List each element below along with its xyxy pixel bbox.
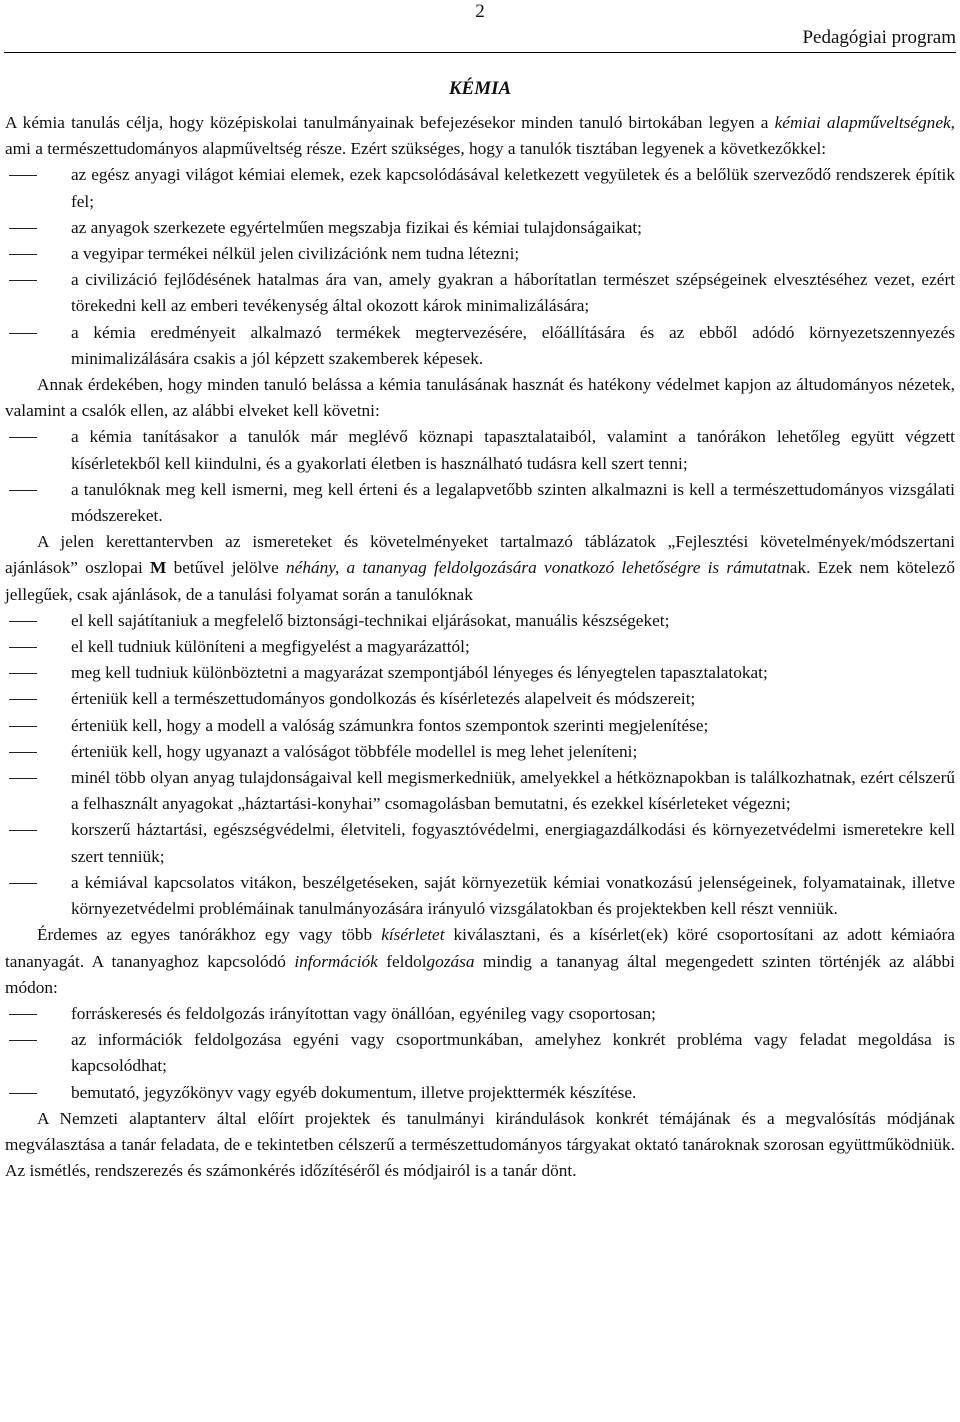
experiment-emphasis: kísérletet [381, 925, 445, 945]
goals-list [5, 162, 955, 372]
list-item-text: a kémia eredményeit alkalmazó termékek megtervezésére, előállítására és az ebből adódó környezetszennyezés minimalizálására csakis a jól képzett szakemberek képesek. [71, 322, 955, 368]
page-number: 2 [475, 1, 485, 22]
list-item-text: el kell tudniuk különíteni a megfigyelést a magyarázattól; [71, 637, 470, 657]
information-emphasis: információk [294, 951, 378, 971]
dash-bullet-icon [9, 830, 37, 831]
list-item-text: bemutató, jegyzőkönyv vagy egyéb dokumentum, illetve projekttermék készítése. [71, 1082, 637, 1102]
list-item-text: forráskeresés és feldolgozás irányítottan vagy önállóan, egyénileg vagy csoportosan; [71, 1003, 656, 1023]
list-item-text: az egész anyagi világot kémiai elemek, ezek kapcsolódásával keletkezett vegyületek és a belőlük szerveződő rendszerek építik fel; [71, 165, 955, 211]
list-item [5, 686, 955, 712]
dash-bullet-icon [9, 621, 37, 622]
framework-emphasis: néhány, a tananyag feldolgozására vonatkozó lehetőségre is rámutatn [286, 558, 790, 578]
list-item-text: a civilizáció fejlődésének hatalmas ára van, amely gyakran a háborítatlan természet szépségeinek elvesztéséhez vezet, ezért törekedni kell az emberi tevékenység által okozott károk minimalizálására; [71, 270, 955, 316]
dash-bullet-icon [9, 752, 37, 753]
list-item [5, 660, 955, 686]
list-item [5, 477, 955, 529]
list-item-text: a kémia tanításakor a tanulók már meglévő köznapi tapasztalataiból, valamint a tanórákon lehetőleg együtt végzett kísérletekből kell kiindulni, és a gyakorlati életben is használható tudásra kell szert tenni; [71, 427, 955, 473]
dash-bullet-icon [9, 333, 37, 334]
section-title: KÉMIA [448, 78, 512, 99]
intro-emphasis: kémiai alapműveltségnek [774, 113, 951, 132]
framework-paragraph [5, 529, 955, 608]
list-item-text: el kell sajátítaniuk a megfelelő biztonsági-technikai eljárásokat, manuális készségeket; [71, 610, 670, 630]
list-item [5, 1027, 955, 1079]
header-rule [4, 52, 956, 53]
list-item-text: érteniük kell, hogy a modell a valóság számunkra fontos szempontok szerinti megjelenítése; [71, 715, 709, 735]
list-item-text: a tanulóknak meg kell ismerni, meg kell érteni és a legalapvetőbb szinten alkalmazni is kell a természettudományos vizsgálati módszereket. [71, 479, 955, 526]
list-item [5, 1080, 955, 1106]
experiment-text-2: kiválasztani, és a kísérlet(ek) köré csoportosítani az adott kémiaóra tananyagát. A tananyaghoz kapcsolódó [5, 925, 955, 971]
dash-bullet-icon [9, 175, 37, 176]
list-item [5, 765, 955, 817]
experiment-text-4: mindig a tananyag által megengedett szinten történjék az alábbi módon: [5, 951, 955, 997]
list-item-text: az információk feldolgozása egyéni vagy csoportmunkában, amelyhez konkrét probléma vagy feladat megoldása is kapcsolódhat; [71, 1030, 955, 1076]
closing-paragraph: A Nemzeti alaptanterv által előírt projektek és tanulmányi kirándulások konkrét témájának és a megvalósítás módjának megválasztása a tanár feladata, de e tekintetben célszerű a természettudományos tárgyakat oktató tanároknak szorosan együttműködniük. Az ismétlés, rendszerezés és számonkérés időzítéséről és módjairól is a tanár dönt. [5, 1108, 955, 1181]
intro-text-cont: , ami a természettudományos alapműveltség része. Ezért szükséges, hogy a tanulók tisztában legyenek a következőkkel: [5, 113, 955, 159]
dash-bullet-icon [9, 490, 37, 491]
list-item-text: érteniük kell, hogy ugyanazt a valóságot többféle modellel is meg lehet jeleníteni; [71, 741, 638, 761]
experiment-paragraph [5, 922, 955, 1001]
list-item-text: minél több olyan anyag tulajdonságaival kell megismerkedniük, amelyekkel a hétköznapokban is találkozhatnak, ezért célszerű a felhasznált anyagokat „háztartási-konyhai” csomagolásban bemutatni, és ezekkel kísérleteket végezni; [71, 768, 955, 814]
processing-emphasis: gozása [426, 951, 475, 971]
framework-text: A jelen kerettantervben az ismereteket és követelményeket tartalmazó táblázatok „Fejlesztési követelmények/módszertani ajánlások” oszlopai [5, 532, 955, 578]
list-item-text: korszerű háztartási, egészségvédelmi, életviteli, fogyasztóvédelmi, energiagazdálkodási és környezetvédelmi ismeretekre kell szert tenniük; [71, 820, 955, 866]
dash-bullet-icon [9, 228, 37, 229]
dash-bullet-icon [9, 1014, 37, 1015]
principles-paragraph: Annak érdekében, hogy minden tanuló belássa a kémia tanulásának hasznát és hatékony védelmet kapjon az áltudományos nézetek, valamint a csalók ellen, az alábbi elveket kell követni: [5, 375, 955, 421]
list-item-text: meg kell tudniuk különböztetni a magyarázat szempontjából lényeges és lényegtelen tapasztalatokat; [71, 663, 768, 683]
list-item [5, 817, 955, 869]
dash-bullet-icon [9, 1040, 37, 1041]
list-item [5, 162, 955, 214]
experiment-text-3: feldol [377, 951, 427, 971]
document-body [5, 76, 955, 1184]
list-item [5, 1001, 955, 1027]
list-item [5, 320, 955, 372]
principles-list [5, 424, 955, 529]
dash-bullet-icon [9, 673, 37, 674]
list-item [5, 713, 955, 739]
list-item [5, 739, 955, 765]
running-header: Pedagógiai program [802, 27, 956, 48]
list-item [5, 608, 955, 634]
list-item [5, 870, 955, 922]
dash-bullet-icon [9, 778, 37, 779]
framework-text-2: betűvel jelölve [166, 558, 287, 578]
list-item-text: a vegyipar termékei nélkül jelen civilizációnk nem tudna létezni; [71, 244, 520, 264]
list-item-text: érteniük kell a természettudományos gondolkozás és kísérletezés alapelveit és módszereit; [71, 689, 696, 709]
list-item [5, 267, 955, 319]
list-item [5, 634, 955, 660]
list-item [5, 424, 955, 476]
intro-text: A kémia tanulás célja, hogy középiskolai tanulmányainak befejezésekor minden tanuló birtokában legyen a [5, 113, 775, 132]
dash-bullet-icon [9, 883, 37, 884]
experiment-text: Érdemes az egyes tanórákhoz egy vagy több [37, 925, 382, 945]
learning-list [5, 608, 955, 922]
list-item-text: az anyagok szerkezete egyértelműen megszabja fizikai és kémiai tulajdonságaikat; [71, 217, 642, 237]
intro-paragraph [5, 110, 955, 162]
list-item [5, 241, 955, 267]
list-item-text: a kémiával kapcsolatos vitákon, beszélgetéseken, saját környezetük kémiai vonatkozású jelenségeinek, folyamatainak, illetve környezetvédelmi problémáinak tanulmányozására irányuló vizsgálatokban és projektekben kell részt venniük. [71, 872, 955, 919]
list-item [5, 215, 955, 241]
processing-list [5, 1001, 955, 1106]
dash-bullet-icon [9, 699, 37, 700]
dash-bullet-icon [9, 254, 37, 255]
dash-bullet-icon [9, 647, 37, 648]
framework-m-letter: M [150, 558, 167, 578]
framework-text-3: ak. Ezek nem kötelező jellegűek, csak ajánlások, de a tanulási folyamat során a tanulóknak [5, 558, 956, 604]
dash-bullet-icon [9, 726, 37, 727]
dash-bullet-icon [9, 437, 37, 438]
dash-bullet-icon [9, 1093, 37, 1094]
dash-bullet-icon [9, 280, 37, 281]
